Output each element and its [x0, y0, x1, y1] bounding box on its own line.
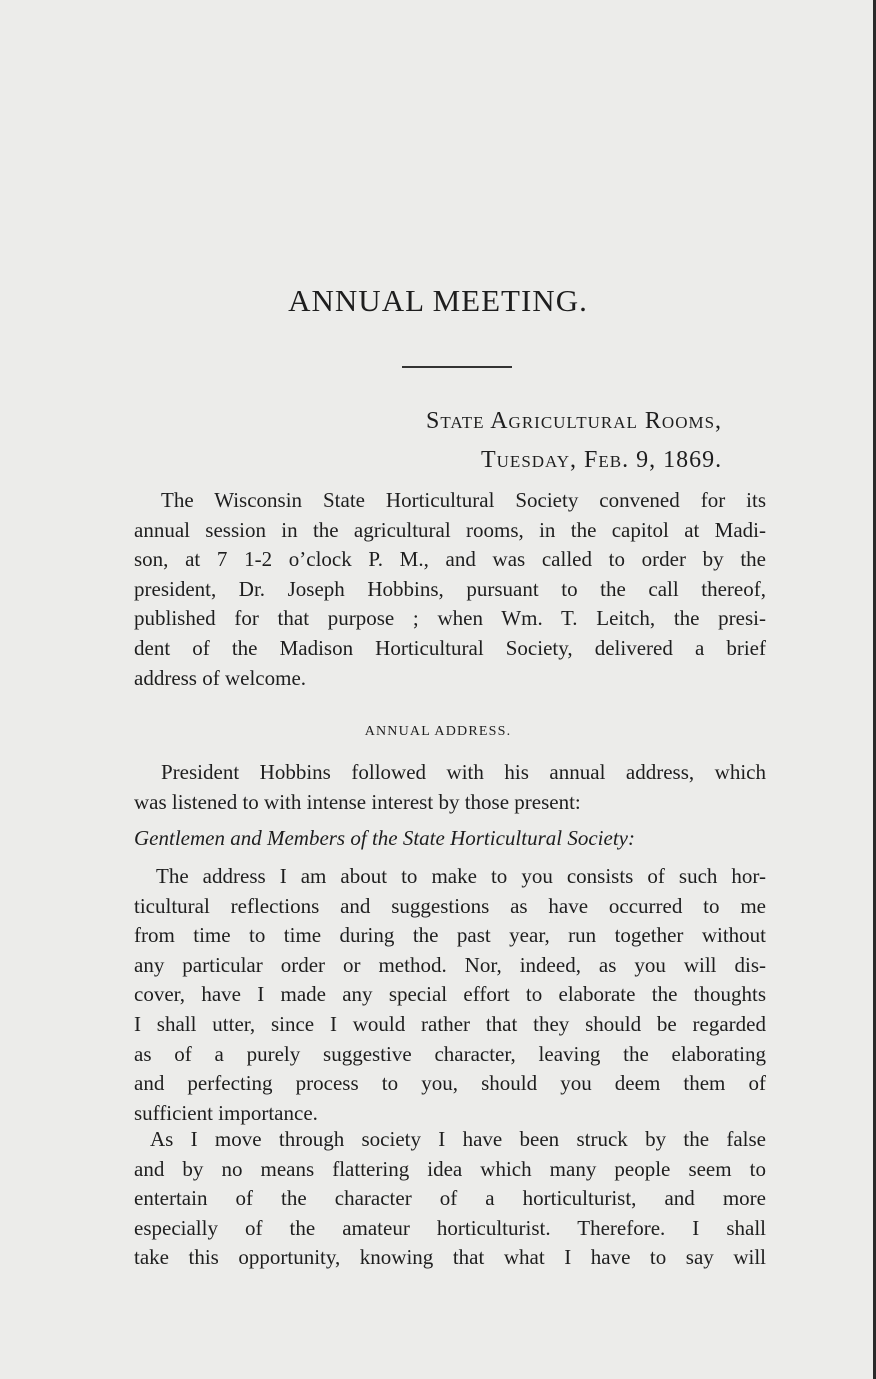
title-divider-rule — [402, 366, 512, 368]
paragraph-opening — [134, 486, 766, 693]
text-line: annual session in the agricultural rooms, in the capitol at Madi- — [134, 517, 766, 542]
dateline-place: State Agricultural Rooms, — [426, 408, 723, 434]
text-line: any particular order or method. Nor, indeed, as you will dis- — [134, 952, 766, 977]
text-line: ticultural reflections and suggestions as have occurred to me — [134, 893, 766, 918]
text-line: The address I am about to make to you consists of such hor- — [156, 864, 766, 888]
section-heading: ANNUAL ADDRESS. — [364, 724, 512, 739]
text-line: was listened to with intense interest by those present: — [134, 789, 581, 814]
text-line: from time to time during the past year, run together without — [134, 923, 766, 948]
salutation: Gentlemen and Members of the State Horticultural Society: — [134, 826, 635, 850]
text-line: dent of the Madison Horticultural Society, delivered a brief — [134, 635, 766, 660]
paragraph-address-body — [134, 862, 766, 1128]
paragraph-society — [134, 1125, 766, 1273]
text-line: President Hobbins followed with his annual address, which — [161, 760, 766, 784]
text-line: The Wisconsin State Horticultural Society convened for its — [161, 488, 766, 512]
text-line: especially of the amateur horticulturist. Therefore. I shall — [134, 1215, 766, 1240]
text-line: address of welcome. — [134, 665, 307, 690]
text-line: president, Dr. Joseph Hobbins, pursuant to the call thereof, — [134, 576, 766, 601]
text-line: take this opportunity, knowing that what I have to say will — [134, 1245, 766, 1270]
dateline-date: Tuesday, Feb. 9, 1869. — [481, 447, 723, 473]
paragraph-intro-address — [134, 758, 766, 817]
text-line: and by no means flattering idea which many people seem to — [134, 1156, 766, 1181]
text-line: entertain of the character of a horticulturist, and more — [134, 1186, 766, 1211]
text-line: and perfecting process to you, should you deem them of — [134, 1071, 766, 1096]
text-line: As I move through society I have been struck by the false — [150, 1127, 766, 1151]
text-line: cover, have I made any special effort to elaborate the thoughts — [134, 982, 766, 1007]
text-line: as of a purely suggestive character, leaving the elaborating — [134, 1041, 766, 1066]
page-title: ANNUAL MEETING. — [288, 283, 588, 318]
text-line: published for that purpose ; when Wm. T. Leitch, the presi- — [134, 606, 766, 631]
text-line: son, at 7 1-2 o’clock P. M., and was called to order by the — [134, 547, 766, 572]
text-line: I shall utter, since I would rather that they should be regarded — [134, 1011, 766, 1036]
text-line: sufficient importance. — [134, 1100, 318, 1125]
